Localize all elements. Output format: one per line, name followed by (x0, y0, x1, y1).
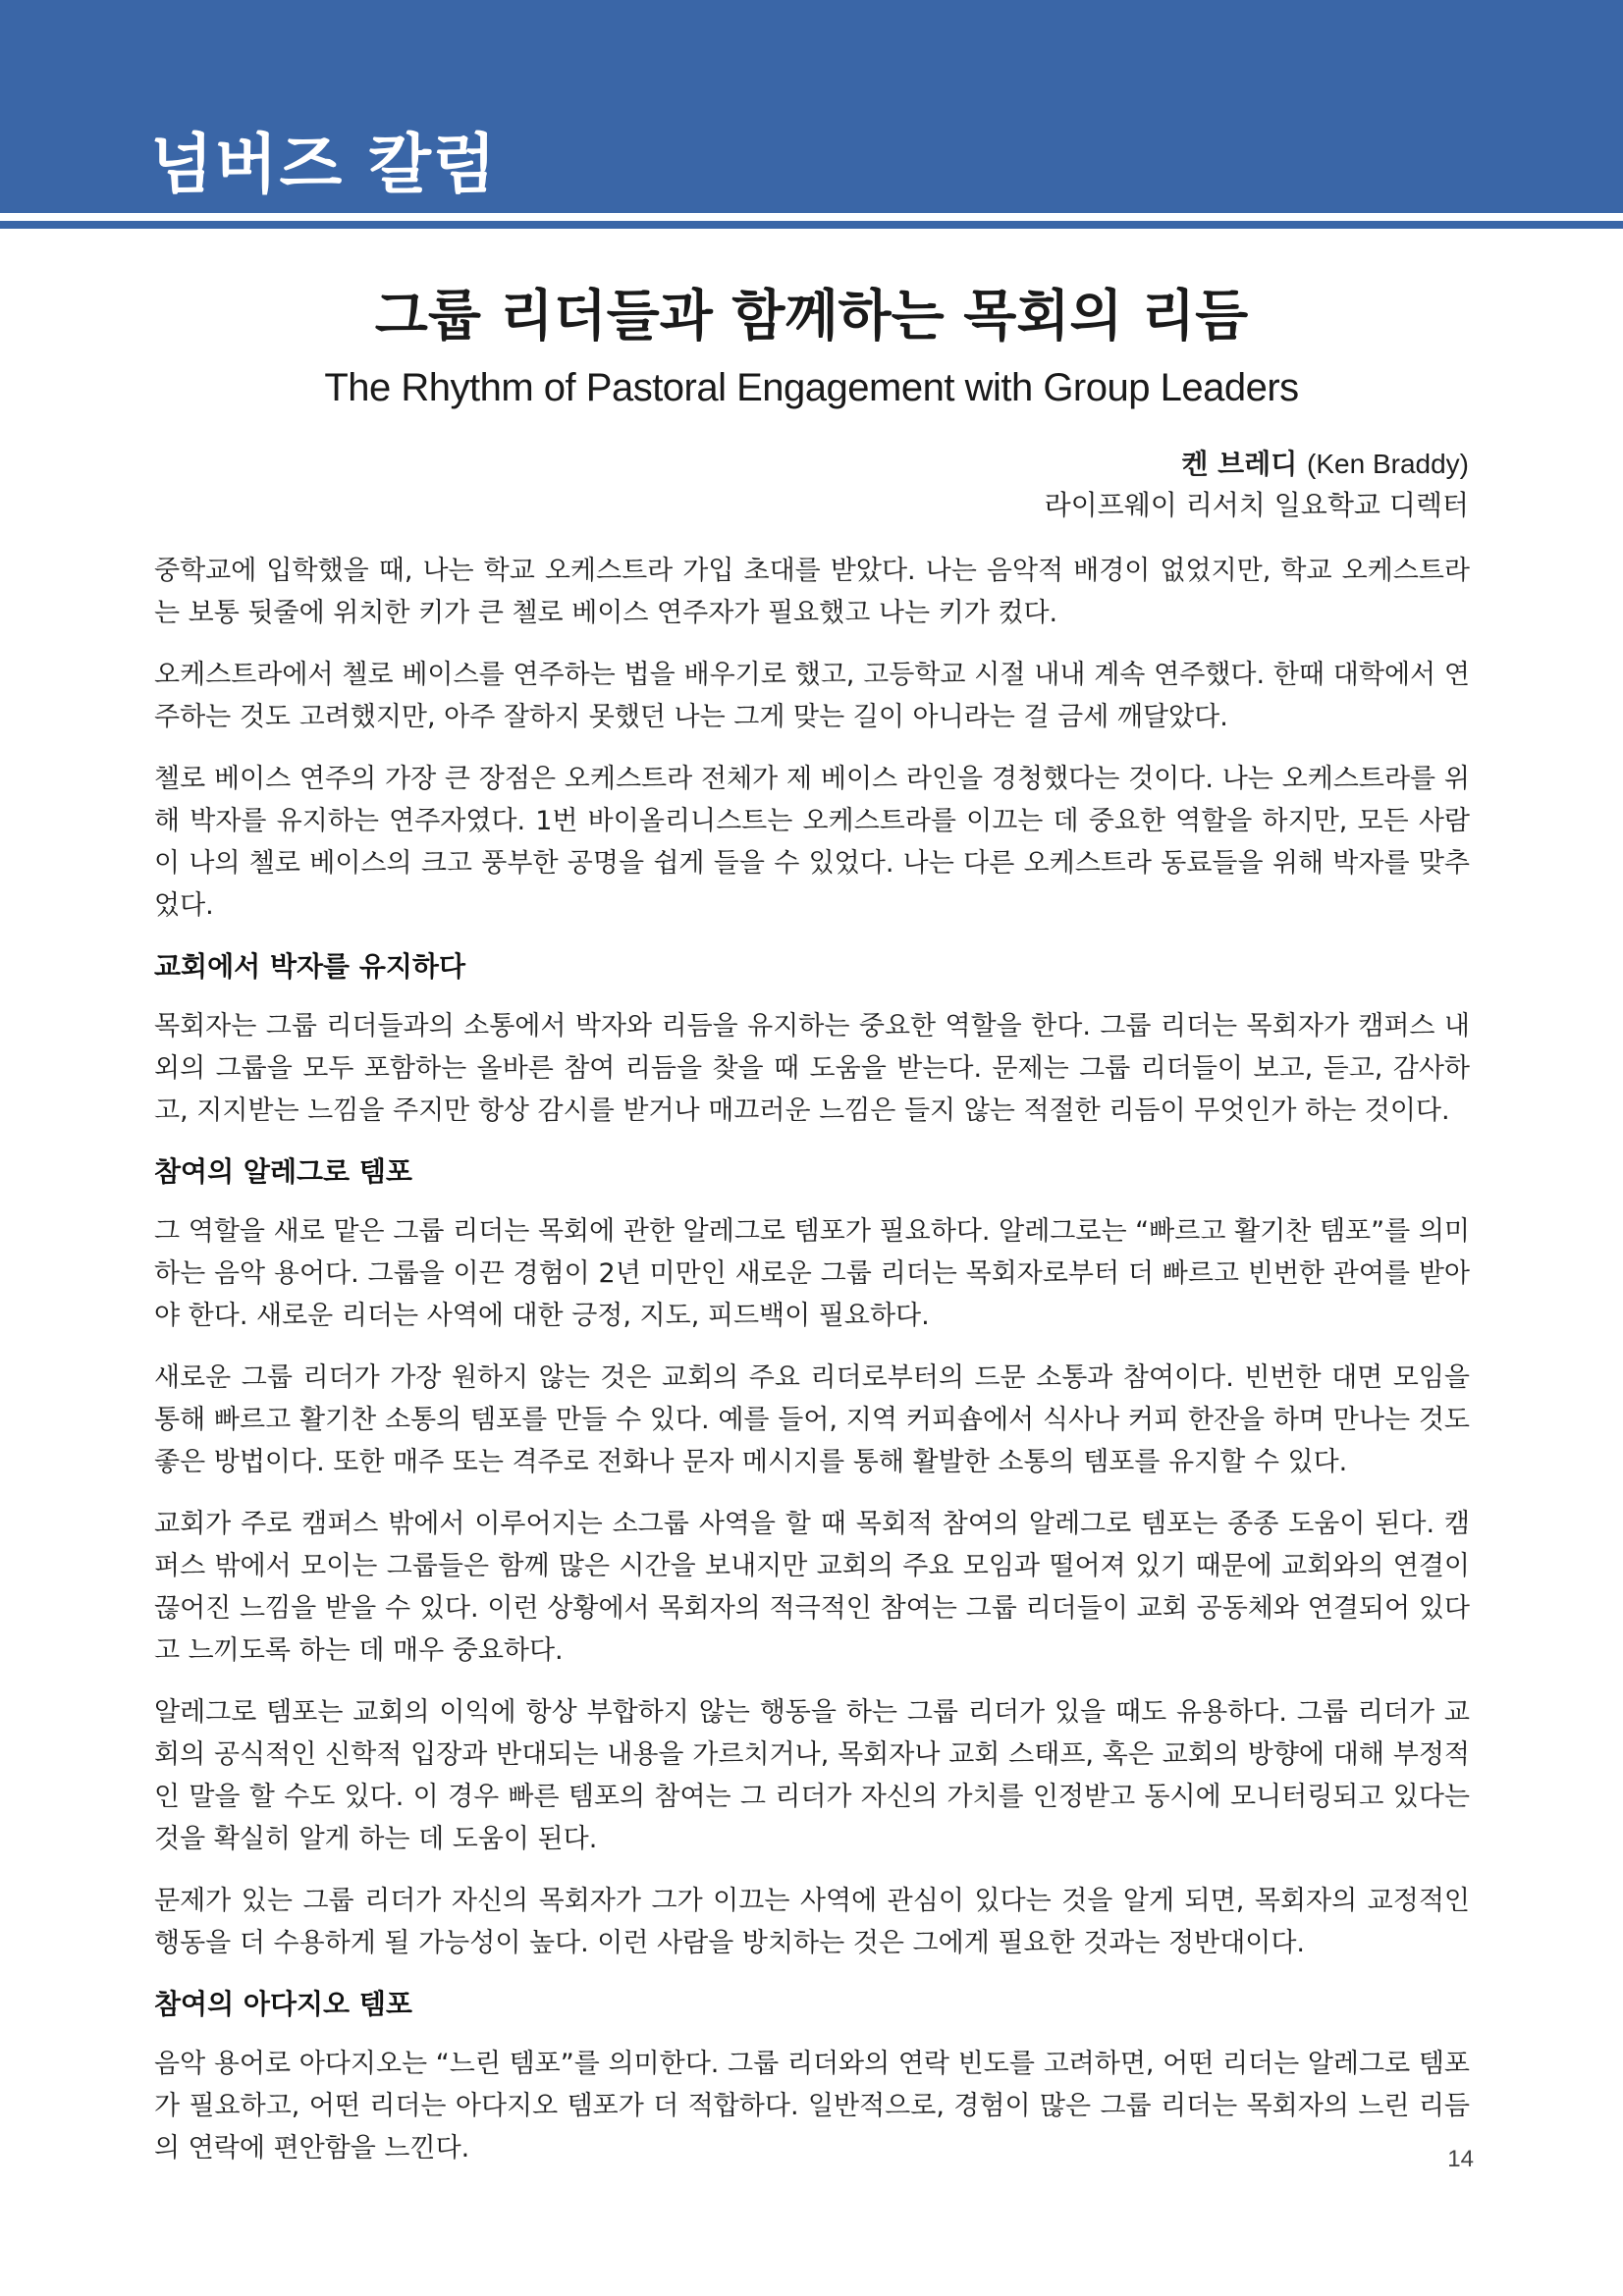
subhead-allegro-tempo: 참여의 알레그로 템포 (154, 1155, 412, 1188)
article-title-english: The Rhythm of Pastoral Engagement with Group Leaders (324, 366, 1299, 409)
body-paragraph-5: 그 역할을 새로 맡은 그룹 리더는 목회에 관한 알레그로 템포가 필요하다. 알레그로는 “빠르고 활기찬 템포”를 의미하는 음악 용어다. 그룹을 이끈 경험이 2년 미만인 새로운 그룹 리더는 목회자로부터 더 빠르고 빈번한 관여를 받아야 한다. 새로운 리더는 사역에 대한 긍정, 지도, 피드백이 필요하다. (154, 1216, 1470, 1331)
body-paragraph-7: 교회가 주로 캠퍼스 밖에서 이루어지는 소그룹 사역을 할 때 목회적 참여의 알레그로 템포는 종종 도움이 된다. 캠퍼스 밖에서 모이는 그룹들은 함께 많은 시간을 보내지만 교회의 주요 모임과 떨어져 있기 때문에 교회와의 연결이 끊어진 느낌을 받을 수 있다. 이런 상황에서 목회자의 적극적인 참여는 그룹 리더들이 교회 공동체와 연결되어 있다고 느끼도록 하는 데 매우 중요하다. (154, 1509, 1470, 1666)
subhead-adagio-tempo: 참여의 아다지오 템포 (154, 1988, 412, 2020)
article-body (154, 550, 1470, 2189)
author-name (1045, 444, 1469, 485)
body-paragraph-1: 중학교에 입학했을 때, 나는 학교 오케스트라 가입 초대를 받았다. 나는 음악적 배경이 없었지만, 학교 오케스트라는 보통 뒷줄에 위치한 키가 큰 첼로 베이스 연주자가 필요했고 나는 키가 컸다. (154, 556, 1470, 628)
header-divider (0, 221, 1623, 229)
byline (1045, 444, 1469, 526)
body-paragraph-3: 첼로 베이스 연주의 가장 큰 장점은 오케스트라 전체가 제 베이스 라인을 경청했다는 것이다. 나는 오케스트라를 위해 박자를 유지하는 연주자였다. 1번 바이올리니스트는 오케스트라를 이끄는 데 중요한 역할을 하지만, 모든 사람이 나의 첼로 베이스의 크고 풍부한 공명을 쉽게 들을 수 있었다. 나는 다른 오케스트라 동료들을 위해 박자를 맞추었다. (154, 764, 1470, 921)
author-role: 라이프웨이 리서치 일요학교 디렉터 (1044, 489, 1469, 521)
author-name-korean: 켄 브레디 (1181, 448, 1298, 480)
subhead-keeping-beat: 교회에서 박자를 유지하다 (154, 950, 466, 983)
section-label: 넘버즈 칼럼 (150, 127, 498, 202)
body-paragraph-6: 새로운 그룹 리더가 가장 원하지 않는 것은 교회의 주요 리더로부터의 드문 소통과 참여이다. 빈번한 대면 모임을 통해 빠르고 활기찬 소통의 템포를 만들 수 있다. 예를 들어, 지역 커피숍에서 식사나 커피 한잔을 하며 만나는 것도 좋은 방법이다. 또한 매주 또는 격주로 전화나 문자 메시지를 통해 활발한 소통의 템포를 유지할 수 있다. (154, 1362, 1470, 1477)
page-number: 14 (1447, 2146, 1474, 2172)
article-title-block (0, 280, 1623, 413)
article-title-korean: 그룹 리더들과 함께하는 목회의 리듬 (374, 285, 1249, 348)
body-paragraph-10: 음악 용어로 아다지오는 “느린 템포”를 의미한다. 그룹 리더와의 연락 빈도를 고려하면, 어떤 리더는 알레그로 템포가 필요하고, 어떤 리더는 아다지오 템포가 더 적합하다. 일반적으로, 경험이 많은 그룹 리더는 목회자의 느린 리듬의 연락에 편안함을 느낀다. (154, 2049, 1470, 2163)
author-name-english: (Ken Braddy) (1307, 449, 1469, 479)
body-paragraph-9: 문제가 있는 그룹 리더가 자신의 목회자가 그가 이끄는 사역에 관심이 있다는 것을 알게 되면, 목회자의 교정적인 행동을 더 수용하게 될 가능성이 높다. 이런 사람을 방치하는 것은 그에게 필요한 것과는 정반대이다. (154, 1886, 1470, 1958)
body-paragraph-8: 알레그로 템포는 교회의 이익에 항상 부합하지 않는 행동을 하는 그룹 리더가 있을 때도 유용하다. 그룹 리더가 교회의 공식적인 신학적 입장과 반대되는 내용을 가르치거나, 목회자나 교회 스태프, 혹은 교회의 방향에 대해 부정적인 말을 할 수도 있다. 이 경우 빠른 템포의 참여는 그 리더가 자신의 가치를 인정받고 동시에 모니터링되고 있다는 것을 확실히 알게 하는 데 도움이 된다. (154, 1697, 1470, 1854)
body-paragraph-2: 오케스트라에서 첼로 베이스를 연주하는 법을 배우기로 했고, 고등학교 시절 내내 계속 연주했다. 한때 대학에서 연주하는 것도 고려했지만, 아주 잘하지 못했던 나는 그게 맞는 길이 아니라는 걸 금세 깨달았다. (154, 660, 1470, 732)
header-banner (0, 0, 1623, 213)
body-paragraph-4: 목회자는 그룹 리더들과의 소통에서 박자와 리듬을 유지하는 중요한 역할을 한다. 그룹 리더는 목회자가 캠퍼스 내외의 그룹을 모두 포함하는 올바른 참여 리듬을 찾을 때 도움을 받는다. 문제는 그룹 리더들이 보고, 듣고, 감사하고, 지지받는 느낌을 주지만 항상 감시를 받거나 매끄러운 느낌은 들지 않는 적절한 리듬이 무엇인가 하는 것이다. (154, 1011, 1470, 1126)
